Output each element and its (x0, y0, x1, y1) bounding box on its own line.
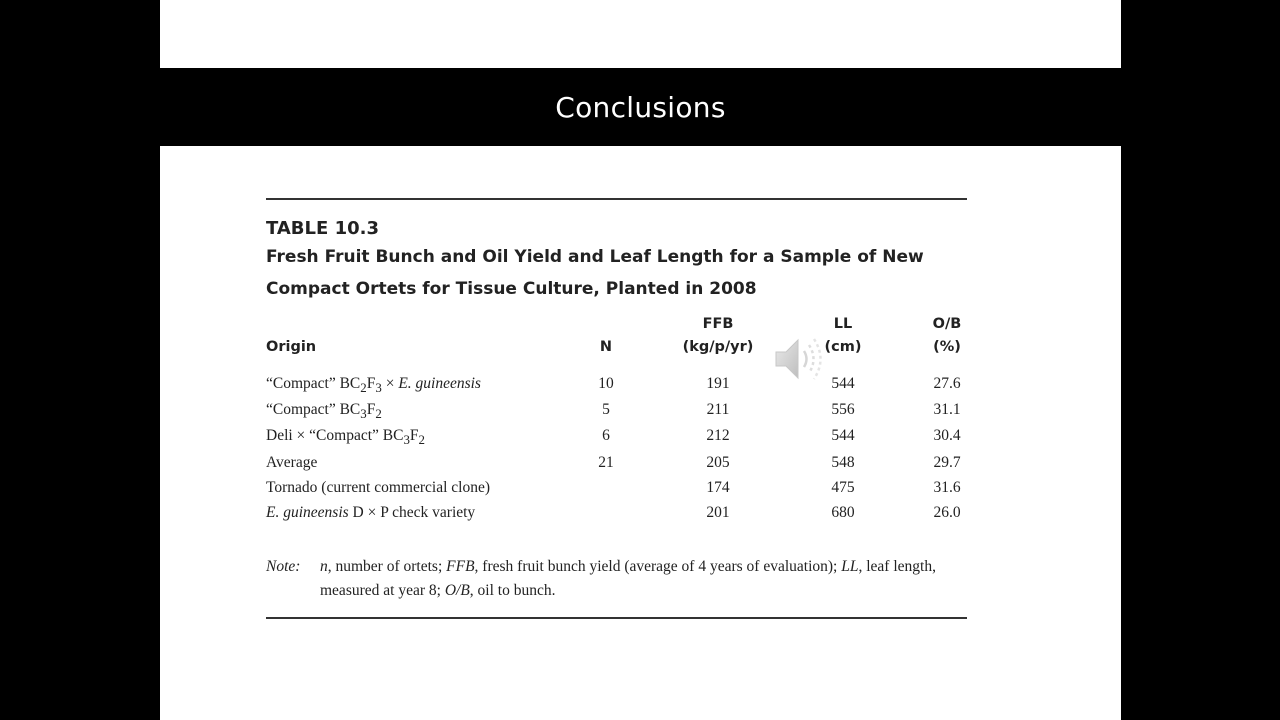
row-3-ffb: 212 (706, 427, 730, 444)
row-3-n: 6 (602, 427, 610, 444)
row-2-origin: “Compact” $BC_3F_2$ (266, 401, 382, 422)
row-5-ffb: 174 (706, 479, 730, 496)
header-ob-unit: (%) (933, 339, 961, 355)
row-1-n: 10 (598, 375, 614, 392)
data-table (266, 311, 967, 521)
row-5-ob: 31.6 (933, 479, 961, 496)
header-ll-unit: (cm) (824, 339, 862, 355)
note-label: Note: (266, 558, 301, 575)
slide-title: Conclusions (555, 90, 726, 124)
row-2-n: 5 (602, 401, 610, 418)
table-note (266, 555, 967, 603)
header-origin: Origin (266, 339, 317, 355)
row-3-origin: Deli × “Compact” $BC_3F_2$ (266, 427, 425, 448)
caption-line-2: Compact Ortets for Tissue Culture, Planted in 2008 (266, 279, 757, 299)
row-3-ob: 30.4 (933, 427, 961, 444)
table-caption (266, 241, 967, 305)
row-2-ffb: 211 (706, 401, 730, 418)
row-5-ll: 475 (831, 479, 855, 496)
table-label: TABLE 10.3 (266, 218, 379, 239)
slide (160, 0, 1121, 720)
row-1-origin: “Compact” $BC_2F_3 \times E$. guineensis (266, 375, 481, 396)
row-4-origin: Average (266, 454, 318, 471)
header-ll: LL (833, 316, 853, 332)
speaker-icon[interactable] (772, 332, 830, 386)
row-6-ffb: 201 (706, 504, 730, 521)
row-6-ll: 680 (831, 504, 855, 521)
header-n: N (599, 339, 613, 355)
top-rule (266, 198, 967, 200)
row-1-ll: 544 (831, 375, 855, 392)
row-4-ob: 29.7 (933, 454, 961, 471)
header-ffb: FFB (702, 316, 734, 332)
row-2-ll: 556 (831, 401, 855, 418)
row-6-origin: E. guineensis D × P check variety (266, 504, 476, 521)
row-6-ob: 26.0 (933, 504, 961, 521)
row-1-ffb: 191 (706, 375, 730, 392)
row-4-n: 21 (598, 454, 614, 471)
header-ob: O/B (932, 316, 962, 332)
caption-line-1: Fresh Fruit Bunch and Oil Yield and Leaf Length for a Sample of New (266, 247, 924, 267)
row-4-ffb: 205 (706, 454, 730, 471)
row-5-origin: Tornado (current commercial clone) (266, 479, 490, 496)
slide-title-bar (160, 68, 1121, 146)
row-4-ll: 548 (831, 454, 855, 471)
note-text: n, number of ortets; FFB, fresh fruit bunch yield (average of 4 years of evaluation); LL, leaf length, measured at year 8; O/B, oil to bunch. (320, 558, 936, 599)
table-figure (266, 198, 967, 619)
bottom-rule (266, 617, 967, 619)
row-2-ob: 31.1 (933, 401, 961, 418)
row-3-ll: 544 (831, 427, 855, 444)
header-ffb-unit: (kg/p/yr) (682, 339, 754, 355)
row-1-ob: 27.6 (933, 375, 961, 392)
